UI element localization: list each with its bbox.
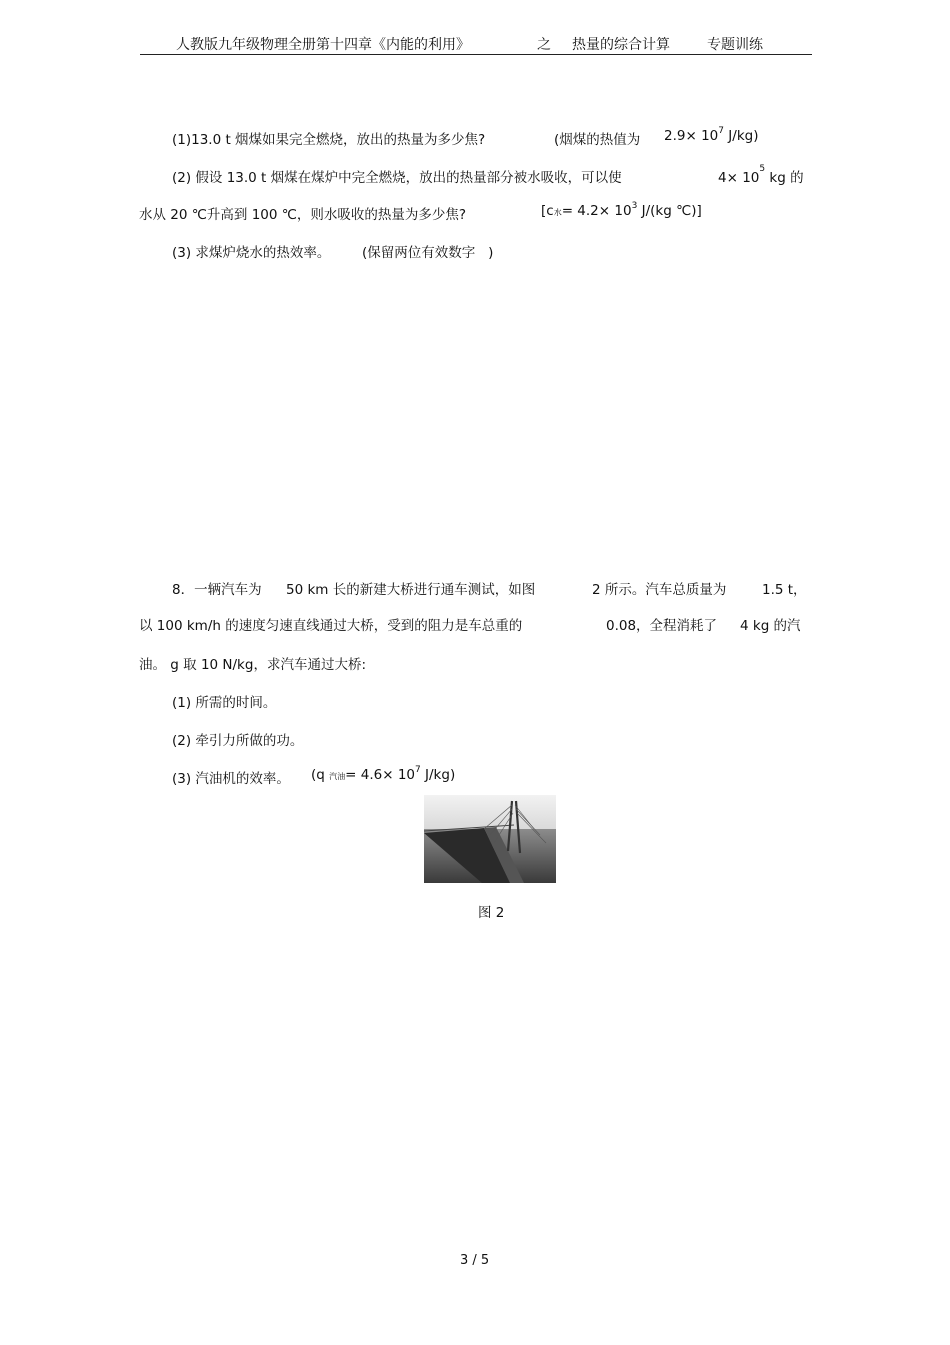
q8-part1: (1) 所需的时间。 — [172, 695, 277, 711]
header-connector: 之 — [537, 37, 551, 53]
header-rule — [140, 54, 812, 55]
q7-part3-note: (保留两位有效数字 ) — [362, 245, 494, 261]
header-topic: 热量的综合计算 — [572, 37, 670, 53]
q7-part2-question-cont: 水从 20 ℃升高到 100 ℃，则水吸收的热量为多少焦? — [139, 207, 467, 223]
q8-part2: (2) 牵引力所做的功。 — [172, 733, 304, 749]
q7-part3-question: (3) 求煤炉烧水的热效率。 — [172, 245, 331, 261]
q8-line1-c: 2 所示。汽车总质量为 — [592, 582, 727, 598]
q7-part1-question: (1)13.0 t 烟煤如果完全燃烧，放出的热量为多少焦? — [172, 132, 486, 148]
figure-caption: 图 2 — [478, 905, 505, 921]
q8-part3-fuel-value: (q 汽油= $4.6\times 10^7$ J/kg) — [311, 765, 456, 783]
q8-line2-a: 以 100 km/h 的速度匀速直线通过大桥，受到的阻力是车总重的 — [139, 618, 523, 634]
q8-line1-a: 8．一辆汽车为 — [172, 582, 262, 598]
header-title: 人教版九年级物理全册第十四章《内能的利用》 — [176, 37, 470, 53]
q8-line2-c: 4 kg 的汽 — [740, 618, 801, 634]
q7-part2-specific-heat: [c水= $4.2\times 10^3$ J/(kg ℃)] — [541, 201, 702, 219]
header-label: 专题训练 — [707, 37, 763, 53]
q7-part2-mass: $4\times 10^5$ kg 的 — [718, 164, 804, 186]
q8-line1-d: 1.5 t， — [762, 582, 807, 598]
page-number: 3 / 5 — [460, 1253, 490, 1268]
bridge-photo — [424, 795, 556, 883]
q8-part3: (3) 汽油机的效率。 — [172, 771, 290, 787]
q8-line2-b: 0.08，全程消耗了 — [606, 618, 718, 634]
q8-line1-b: 50 km 长的新建大桥进行通车测试，如图 — [286, 582, 536, 598]
q7-part1-hint: (烟煤的热值为 — [554, 132, 641, 148]
q7-part2-question: (2) 假设 13.0 t 烟煤在煤炉中完全燃烧，放出的热量部分被水吸收，可以使 — [172, 170, 622, 186]
q8-line3: 油。 g 取 10 N/kg，求汽车通过大桥: — [139, 657, 366, 673]
q7-part1-value: $2.9\times 10^7$ J/kg) — [664, 126, 759, 144]
